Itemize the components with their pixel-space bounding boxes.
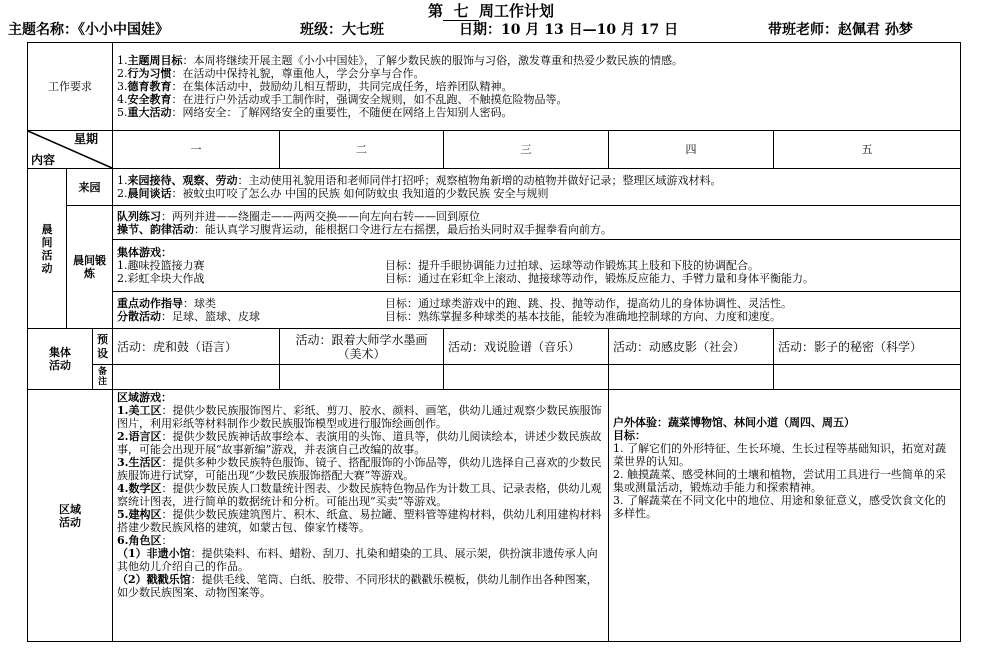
- area-item: 1.美工区：提供少数民族服饰图片、彩纸、剪刀、胶水、颜料、画笔，供幼儿通过观察少数民族服饰图片，利用彩纸等材料制作少数民族服饰模型或进行服饰绘画创作。: [117, 404, 602, 430]
- area-games-heading: 区域游戏：: [117, 391, 172, 404]
- arrival-label: 来园: [67, 169, 113, 206]
- group-game-row: 1.趣味投篮接力赛 目标：提升手眼协调能力过拍球、运球等动作锻炼其上肢和下肢的协调配合。: [117, 259, 759, 272]
- exercise-row-drill: [28, 206, 961, 240]
- day-header-thu: 四: [609, 131, 774, 169]
- requirement-item: 2.行为习惯：在活动中保持礼貌，尊重他人，学会分享与合作。: [117, 67, 425, 80]
- theme-name: 主题名称：《小小中国娃》: [8, 22, 169, 38]
- note-label: 备注: [93, 365, 113, 390]
- preset-label: 预设: [93, 329, 113, 365]
- focus-content: [113, 292, 961, 329]
- work-requirements-row: [28, 43, 961, 131]
- corner-header-cell: [28, 131, 113, 169]
- focus-row: 分散活动：足球、篮球、皮球 目标：熟练掌握多种球类的基本技能，能较为准确地控制球的方向、力度和速度。: [117, 310, 781, 323]
- day-header-wed: 三: [444, 131, 609, 169]
- group-games-heading: 集体游戏：: [117, 246, 172, 259]
- requirement-item: 4.安全教育：在进行户外活动或手工制作时，强调安全规则，如不乱跑、不触摸危险物品等。: [117, 93, 568, 106]
- note-thu: [609, 365, 774, 390]
- activity-mon: 活动：虎和鼓（语言）: [113, 329, 280, 365]
- plan-table: [27, 42, 961, 642]
- area-activity-label: 区域活动: [28, 390, 113, 642]
- area-sub-item: （2）戳戳乐馆：提供毛线、笔筒、白纸、胶带、不同形状的戳戳乐模板，供幼儿制作出各种图案，如少数民族图案、动物图案等。: [117, 573, 598, 599]
- day-header-mon: 一: [113, 131, 280, 169]
- weekday-corner-label: 星期: [73, 132, 98, 146]
- area-activity-row: [28, 390, 961, 642]
- activity-tue: 活动：跟着大师学水墨画（美术）: [280, 329, 444, 365]
- title-week-number: 七: [443, 2, 479, 21]
- activity-fri: 活动：影子的秘密（科学）: [774, 329, 961, 365]
- exercise-row-games: [28, 240, 961, 292]
- drill-content: [113, 206, 961, 240]
- area-games-content: [113, 390, 609, 642]
- group-activity-note-row: [28, 365, 961, 390]
- outdoor-title: 户外体验：蔬菜博物馆、林间小道（周四、周五）: [613, 416, 855, 429]
- activity-thu: 活动：动感皮影（社会）: [609, 329, 774, 365]
- outdoor-spacer: [613, 392, 956, 416]
- day-header-fri: 五: [774, 131, 961, 169]
- requirement-item: 1.主题周目标：本周将继续开展主题《小小中国娃》，了解少数民族的服饰与习俗，激发尊重和热爱少数民族的情感。: [117, 54, 683, 67]
- group-game-row: 2.彩虹伞块大作战 目标：通过在彩虹伞上滚动、抛接球等动作，锻炼反应能力、手臂力量和身体平衡能力。: [117, 272, 814, 285]
- weekday-header-row: [28, 131, 961, 169]
- work-requirements-label: 工作要求: [28, 43, 113, 131]
- outdoor-goal: 1. 了解它们的外形特征、生长环境、生长过程等基础知识，拓宽对蔬菜世界的认知。: [613, 442, 946, 468]
- page-title: [0, 2, 982, 21]
- date-range: 日期：10 月 13 日—10 月 17 日: [459, 22, 679, 38]
- note-mon: [113, 365, 280, 390]
- note-wed: [444, 365, 609, 390]
- activity-wed: 活动：戏说脸谱（音乐）: [444, 329, 609, 365]
- content-corner-label: 内容: [31, 153, 56, 167]
- area-item: 4.数学区：提供少数民族人口数量统计图表、少数民族特色物品作为计数工具、记录表格，供幼儿观察统计图表，进行简单的数据统计和分析。可能出现“买卖”等游戏。: [117, 482, 602, 508]
- title-suffix: 周工作计划: [479, 2, 555, 20]
- area-item: 2.语言区：提供少数民族神话故事绘本、表演用的头饰、道具等，供幼儿阅读绘本，讲述少数民族故事，可能会出现开展“故事新编”游戏，并表演自己改编的故事。: [117, 430, 602, 456]
- outdoor-experience-content: [609, 390, 961, 642]
- requirement-item: 3.德育教育：在集体活动中，鼓励幼儿相互帮助，共同完成任务，培养团队精神。: [117, 80, 513, 93]
- group-activity-label: 集体活动: [28, 329, 93, 390]
- focus-row: 重点动作指导：球类 目标：通过球类游戏中的跑、跳、投、抛等动作，提高幼儿的身体协调性、灵活性。: [117, 297, 792, 310]
- arrival-row: [28, 169, 961, 206]
- teacher-names: 带班老师：赵佩君 孙梦: [768, 22, 913, 38]
- day-header-tue: 二: [280, 131, 444, 169]
- class-name: 班级：大七班: [300, 22, 384, 38]
- exercise-row-focus: [28, 292, 961, 329]
- morning-exercise-label: 晨间锻炼: [67, 206, 113, 329]
- arrival-line: 2.晨间谈话：被蚊虫叮咬了怎么办 中国的民族 如何防蚊虫 我知道的少数民族 安全与规则: [117, 187, 549, 200]
- note-fri: [774, 365, 961, 390]
- rhythm-line: 操节、韵律活动：能认真学习腹背运动，能根据口令进行左右摇摆，最后抬头同时双手握拳看向前方。: [117, 222, 612, 236]
- morning-activity-label: 晨间活动: [28, 169, 67, 329]
- group-games-content: [113, 240, 961, 292]
- work-requirements-content: [113, 43, 961, 131]
- area-item: 3.生活区：提供多种少数民族特色服饰、镜子、搭配服饰的小饰品等，供幼儿选择自己喜欢的少数民族服饰进行试穿，可能出现“少数民族服饰搭配大赛”等游戏。: [117, 456, 602, 482]
- group-activity-preset-row: [28, 329, 961, 365]
- outdoor-goal: 2. 触摸蔬菜、感受林间的土壤和植物，尝试用工具进行一些简单的采集或测量活动，锻炼动手能力和探索精神。: [613, 468, 946, 494]
- outdoor-goal: 3. 了解蔬菜在不同文化中的地位、用途和象征意义，感受饮食文化的多样性。: [613, 494, 946, 520]
- title-prefix: 第: [427, 2, 443, 20]
- outdoor-goal-label: 目标：: [613, 429, 646, 442]
- area-sub-item: （1）非遗小馆：提供染料、布料、蜡粉、刮刀、扎染和蜡染的工具、展示架，供扮演非遗传承人向其他幼儿介绍自己的作品。: [117, 547, 598, 573]
- requirement-item: 5.重大活动：网络安全：了解网络安全的重要性，不随便在网络上告知别人密码。: [117, 106, 513, 119]
- arrival-line: 1.来园接待、观察、劳动：主动使用礼貌用语和老师同伴打招呼；观察植物角新增的动植物并做好记录；整理区域游戏材料。: [117, 174, 722, 187]
- note-tue: [280, 365, 444, 390]
- area-item: 6.角色区：: [117, 534, 173, 547]
- drill-line: 队列练习：两列并进——绕圈走——两两交换——向左向右转——回到原位: [117, 209, 480, 223]
- arrival-content: [113, 169, 961, 206]
- area-item: 5.建构区：提供少数民族建筑图片、积木、纸盒、易拉罐、塑料管等建构材料，供幼儿利用建构材料搭建少数民族风格的建筑，如蒙古包、傣家竹楼等。: [117, 508, 602, 534]
